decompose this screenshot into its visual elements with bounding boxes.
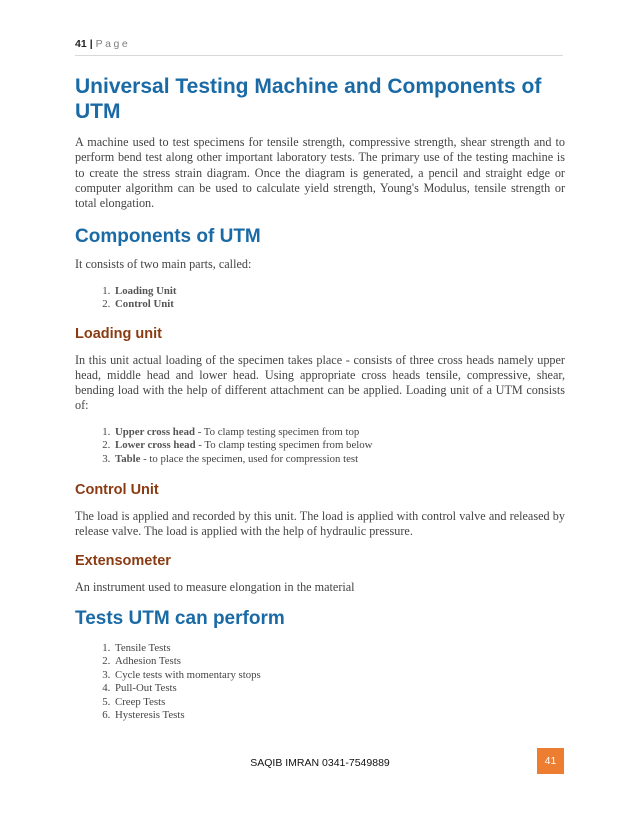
loading-unit-list <box>75 426 565 466</box>
page-content <box>75 74 565 722</box>
list-item: 3. Cycle tests with momentary stops <box>113 669 565 682</box>
list-item: 4. Pull-Out Tests <box>113 682 565 695</box>
list-item: 2. Adhesion Tests <box>113 655 565 668</box>
extensometer-text: An instrument used to measure elongation in the material <box>75 579 355 594</box>
list-item: 5. Creep Tests <box>113 696 565 709</box>
loading-unit-text: In this unit actual loading of the specimen takes place - consists of three cross heads namely upper head, middle head and lower head. Using appropriate cross heads tensile, compressive, shear, bending load with the help of different attachment can be applied. Loading unit of a UTM consists of: <box>75 352 565 413</box>
list-item <box>113 298 565 311</box>
list-item: 6. Hysteresis Tests <box>113 709 565 722</box>
header-page-word: Page <box>95 38 131 50</box>
loading-unit-heading: Loading unit <box>75 325 162 342</box>
item-term: Upper cross head <box>115 425 195 438</box>
extensometer-heading: Extensometer <box>75 552 171 569</box>
tests-heading: Tests UTM can perform <box>75 607 285 629</box>
item-desc: - To clamp testing specimen from below <box>195 439 373 452</box>
item-term: Table <box>115 452 141 465</box>
tests-list <box>75 642 565 722</box>
list-item <box>113 426 565 439</box>
components-list <box>75 285 565 312</box>
list-item: 1. Tensile Tests <box>113 642 565 655</box>
component-loading-unit: Loading Unit <box>115 284 177 297</box>
components-heading: Components of UTM <box>75 226 261 248</box>
item-term: Lower cross head <box>115 439 196 452</box>
intro-paragraph: A machine used to test specimens for tensile strength, compressive strength, shear strength and to perform bend test along other important laboratory tests. The primary use of the testing machine is to create the stress strain diagram. Once the diagram is generated, a pencil and straight edge or computer algorithm can be used to calculate yield strength, Young's Modulus, tensile strength or total elongation. <box>75 135 565 211</box>
control-unit-text: The load is applied and recorded by this unit. The load is applied with control valve and released by release valve. The load is applied with the help of hydraulic pressure. <box>75 509 565 539</box>
footer-page-number: 41 <box>537 748 564 774</box>
page-header <box>75 38 563 56</box>
header-separator: | <box>89 38 93 50</box>
control-unit-heading: Control Unit <box>75 482 159 498</box>
footer-author: SAQIB IMRAN 0341-7549889 <box>250 757 390 769</box>
item-desc: - to place the specimen, used for compression test <box>140 452 359 465</box>
list-item <box>113 453 565 466</box>
components-text: It consists of two main parts, called: <box>75 257 252 272</box>
list-item <box>113 285 565 298</box>
page-title: Universal Testing Machine and Components of UTM <box>75 75 542 123</box>
item-desc: - To clamp testing specimen from top <box>195 425 360 438</box>
header-page-number: 41 <box>75 38 87 50</box>
component-control-unit: Control Unit <box>115 298 174 311</box>
list-item <box>113 439 565 452</box>
